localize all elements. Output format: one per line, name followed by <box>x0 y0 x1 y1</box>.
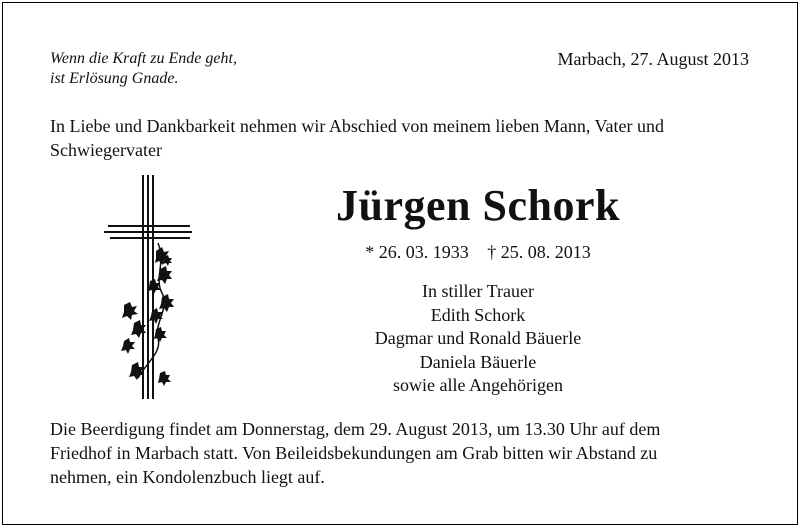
mourners-list <box>303 280 653 398</box>
mourner-line: Daniela Bäuerle <box>419 351 537 372</box>
funeral-line: Die Beerdigung findet am Donnerstag, dem 29. August 2013, um 13.30 Uhr auf dem <box>50 419 661 439</box>
death-date: † 25. 08. 2013 <box>487 242 591 262</box>
deceased-name: Jürgen Schork <box>336 181 620 230</box>
motto-line: Wenn die Kraft zu Ende geht, <box>50 50 237 67</box>
mourner-line: sowie alle Angehörigen <box>393 375 563 395</box>
motto <box>50 49 237 89</box>
cross-with-ivy-icon <box>98 173 198 403</box>
place-date: Marbach, 27. August 2013 <box>557 49 749 69</box>
obituary-notice <box>2 2 798 525</box>
mourner-line: Edith Schork <box>430 304 526 325</box>
motto-line: ist Erlösung Gnade. <box>50 70 179 87</box>
life-dates <box>253 241 703 263</box>
intro-text <box>50 114 765 162</box>
intro-line: In Liebe und Dankbarkeit nehmen wir Abschied von meinem lieben Mann, Vater und <box>50 116 665 136</box>
mourner-line: In stiller Trauer <box>422 281 534 301</box>
funeral-line: Friedhof in Marbach statt. Von Beileidsbekundungen am Grab bitten wir Abstand zu <box>50 443 658 463</box>
intro-line: Schwiegervater <box>50 140 162 160</box>
mourner-line: Dagmar und Ronald Bäuerle <box>374 328 582 348</box>
funeral-line: nehmen, ein Kondolenzbuch liegt auf. <box>50 467 325 487</box>
birth-date: * 26. 03. 1933 <box>365 242 469 262</box>
funeral-info <box>50 417 765 489</box>
